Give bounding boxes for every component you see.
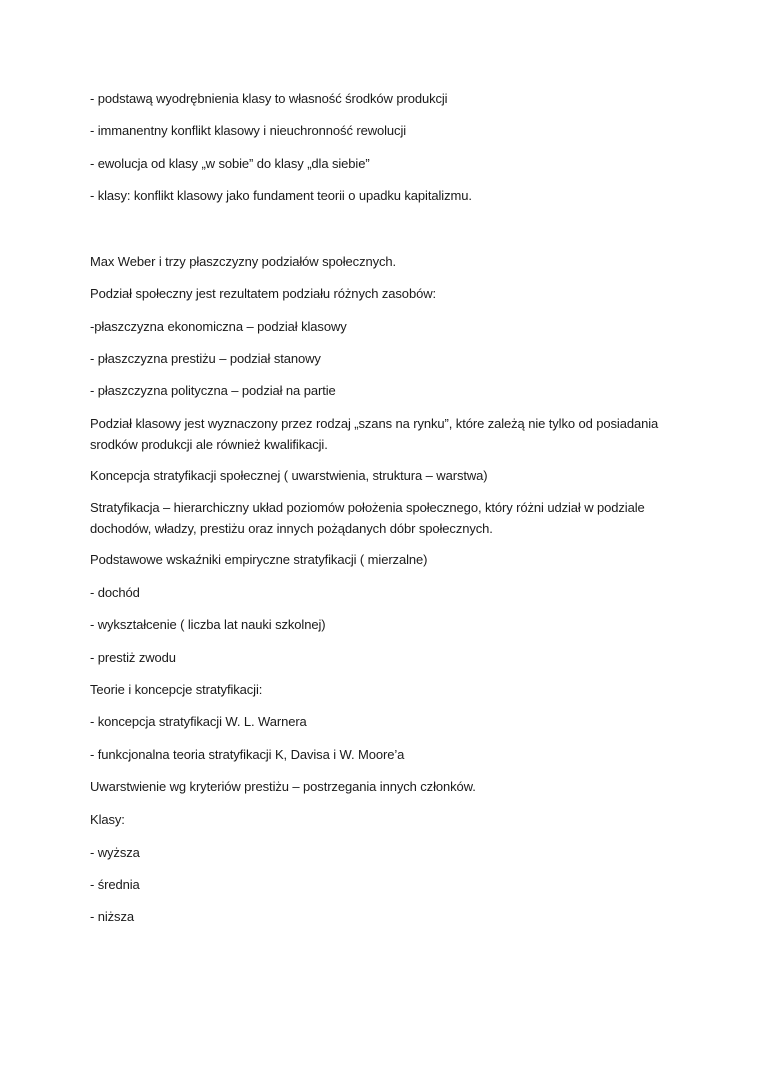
paragraph-18: - koncepcja stratyfikacji W. L. Warnera <box>90 714 307 729</box>
paragraph-17: Teorie i koncepcje stratyfikacji: <box>90 682 263 697</box>
paragraph-1: - podstawą wyodrębnienia klasy to własność środków produkcji <box>90 91 448 106</box>
paragraph-12: Stratyfikacja – hierarchiczny układ poziomów położenia społecznego, który różni udział w podziale dochodów, władzy, prestiżu oraz innych pożądanych dóbr społecznych. <box>90 500 645 536</box>
paragraph-24: - niższa <box>90 909 134 924</box>
paragraph-20: Uwarstwienie wg kryteriów prestiżu – postrzegania innych członków. <box>90 779 476 794</box>
paragraph-11: Koncepcja stratyfikacji społecznej ( uwarstwienia, struktura – warstwa) <box>90 468 488 483</box>
paragraph-22: - wyższa <box>90 845 140 860</box>
paragraph-14: - dochód <box>90 585 140 600</box>
paragraph-23: - średnia <box>90 877 140 892</box>
paragraph-21: Klasy: <box>90 812 125 827</box>
paragraph-19: - funkcjonalna teoria stratyfikacji K, Davisa i W. Moore’a <box>90 747 405 762</box>
paragraph-4: - klasy: konflikt klasowy jako fundament teorii o upadku kapitalizmu. <box>90 188 472 203</box>
paragraph-15: - wykształcenie ( liczba lat nauki szkolnej) <box>90 617 326 632</box>
paragraph-10: Podział klasowy jest wyznaczony przez rodzaj „szans na rynku”, które zależą nie tylko od posiadania srodków produkcji ale również kwalifikacji. <box>90 416 659 452</box>
paragraph-7: -płaszczyzna ekonomiczna – podział klasowy <box>90 319 347 334</box>
paragraph-9: - płaszczyzna polityczna – podział na partie <box>90 383 336 398</box>
paragraph-3: - ewolucja od klasy „w sobie” do klasy „dla siebie” <box>90 156 370 171</box>
paragraph-2: - immanentny konflikt klasowy i nieuchronność rewolucji <box>90 123 407 138</box>
paragraph-16: - prestiż zwodu <box>90 650 176 665</box>
paragraph-5: Max Weber i trzy płaszczyzny podziałów społecznych. <box>90 254 397 269</box>
paragraph-13: Podstawowe wskaźniki empiryczne stratyfikacji ( mierzalne) <box>90 552 428 567</box>
paragraph-6: Podział społeczny jest rezultatem podziału różnych zasobów: <box>90 286 437 301</box>
paragraph-8: - płaszczyzna prestiżu – podział stanowy <box>90 351 321 366</box>
